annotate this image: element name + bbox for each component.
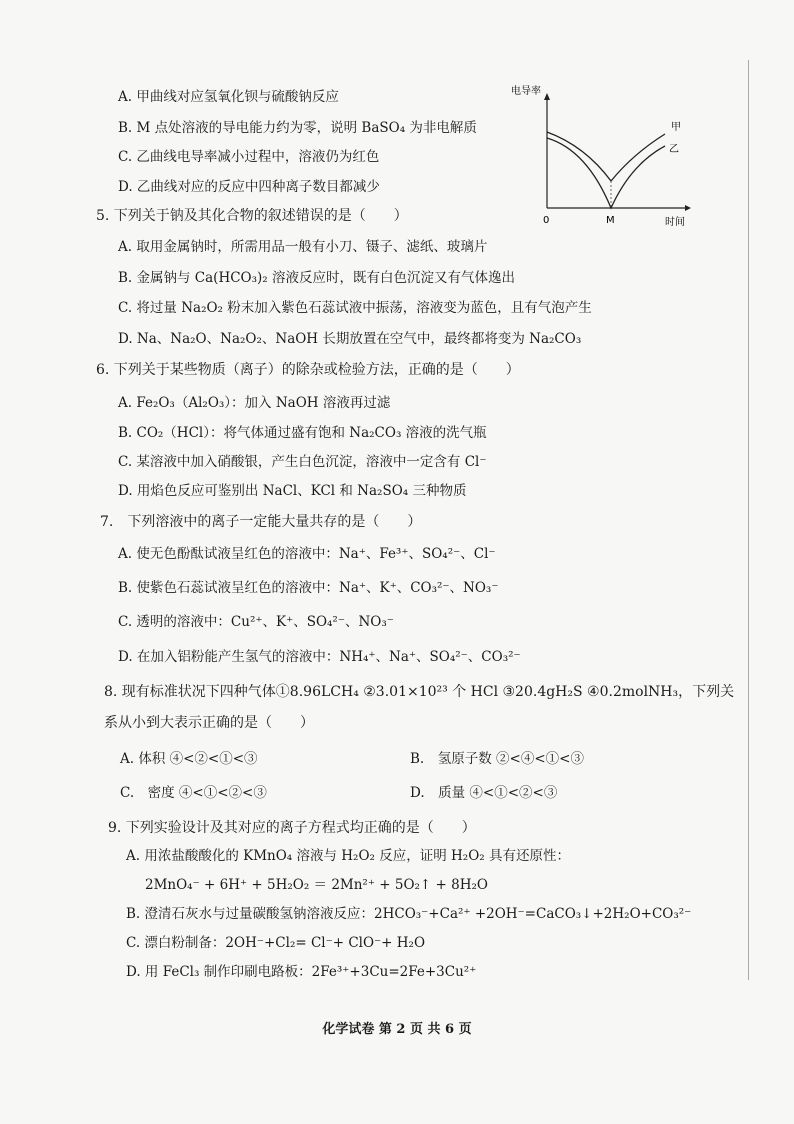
point-m-label: M	[606, 215, 615, 226]
q7-option-a: A. 使无色酚酞试液呈红色的溶液中：Na⁺、Fe³⁺、SO₄²⁻、Cl⁻	[118, 546, 496, 562]
margin-line	[748, 60, 749, 980]
y-axis-arrow	[544, 93, 550, 100]
y-axis-label: 电导率	[511, 86, 541, 97]
q5-option-b: B. 金属钠与 Ca(HCO₃)₂ 溶液反应时，既有白色沉淀又有气体逸出	[118, 270, 515, 286]
page-footer: 化学试卷 第 2 页 共 6 页	[322, 1022, 472, 1037]
q6-option-d: D. 用焰色反应可鉴别出 NaCl、KCl 和 Na₂SO₄ 三种物质	[118, 483, 467, 499]
q6-option-a: A. Fe₂O₃（Al₂O₃）：加入 NaOH 溶液再过滤	[118, 395, 391, 411]
q9-option-a: A. 用浓盐酸酸化的 KMnO₄ 溶液与 H₂O₂ 反应，证明 H₂O₂ 具有还原性：	[126, 848, 570, 864]
q5-option-a: A. 取用金属钠时，所需用品一般有小刀、镊子、滤纸、玻璃片	[118, 239, 488, 255]
q8-option-d: D. 质量 ④<①<②<③	[410, 785, 558, 801]
x-axis-arrow	[685, 205, 691, 211]
q8-option-b: B. 氢原子数 ②<④<①<③	[410, 751, 584, 767]
q7-option-c: C. 透明的溶液中：Cu²⁺、K⁺、SO₄²⁻、NO₃⁻	[118, 614, 394, 630]
q9-option-b: B. 澄清石灰水与过量碳酸氢钠溶液反应：2HCO₃⁻+Ca²⁺ +2OH⁻=CaCO₃↓+2H₂O+CO₃²⁻	[126, 906, 692, 922]
curve-yi	[547, 138, 665, 208]
q9-option-a-equation: 2MnO₄⁻ + 6H⁺ + 5H₂O₂ ＝ 2Mn²⁺ + 5O₂↑ + 8H₂O	[145, 877, 488, 893]
q6-stem: 6. 下列关于某些物质（离子）的除杂或检验方法，正确的是（ ）	[96, 362, 520, 378]
conductivity-graph	[505, 80, 695, 235]
q9-option-d: D. 用 FeCl₃ 制作印刷电路板：2Fe³⁺+3Cu=2Fe+3Cu²⁺	[126, 964, 477, 980]
q6-option-c: C. 某溶液中加入硝酸银，产生白色沉淀，溶液中一定含有 Cl⁻	[118, 454, 487, 470]
q7-option-b: B. 使紫色石蕊试液呈红色的溶液中：Na⁺、K⁺、CO₃²⁻、NO₃⁻	[118, 580, 499, 596]
q4-option-b: B. M 点处溶液的导电能力约为零，说明 BaSO₄ 为非电解质	[118, 120, 477, 136]
q7-option-d: D. 在加入铝粉能产生氢气的溶液中：NH₄⁺、Na⁺、SO₄²⁻、CO₃²⁻	[118, 649, 521, 665]
series-jia-label: 甲	[671, 122, 681, 133]
q8-option-a: A. 体积 ④<②<①<③	[120, 751, 258, 767]
origin-label: 0	[543, 215, 550, 226]
curve-jia	[547, 132, 665, 181]
q7-stem: 7. 下列溶液中的离子一定能大量共存的是（ ）	[100, 514, 422, 530]
q4-option-d: D. 乙曲线对应的反应中四种离子数目都减少	[118, 179, 380, 195]
series-yi-label: 乙	[669, 144, 679, 155]
x-axis-label: 时间	[665, 217, 685, 228]
q8-stem-line1: 8. 现有标准状况下四种气体①8.96LCH₄ ②3.01×10²³ 个 HCl ③20.4gH₂S ④0.2molNH₃，下列关	[104, 684, 735, 700]
q4-option-a: A. 甲曲线对应氢氧化钡与硫酸钠反应	[118, 89, 339, 105]
q4-option-c: C. 乙曲线电导率减小过程中，溶液仍为红色	[118, 149, 380, 165]
q8-option-c: C. 密度 ④<①<②<③	[120, 785, 267, 801]
q9-stem: 9. 下列实验设计及其对应的离子方程式均正确的是（ ）	[108, 820, 476, 836]
q5-option-d: D. Na、Na₂O、Na₂O₂、NaOH 长期放置在空气中，最终都将变为 Na₂CO₃	[118, 331, 582, 347]
q6-option-b: B. CO₂（HCl）：将气体通过盛有饱和 Na₂CO₃ 溶液的洗气瓶	[118, 425, 487, 441]
q5-stem: 5. 下列关于钠及其化合物的叙述错误的是（ ）	[96, 208, 408, 224]
q8-stem-line2: 系从小到大表示正确的是（ ）	[104, 715, 314, 731]
q5-option-c: C. 将过量 Na₂O₂ 粉末加入紫色石蕊试液中振荡，溶液变为蓝色，且有气泡产生	[118, 300, 592, 316]
q9-option-c: C. 漂白粉制备：2OH⁻+Cl₂= Cl⁻+ ClO⁻+ H₂O	[126, 935, 426, 951]
